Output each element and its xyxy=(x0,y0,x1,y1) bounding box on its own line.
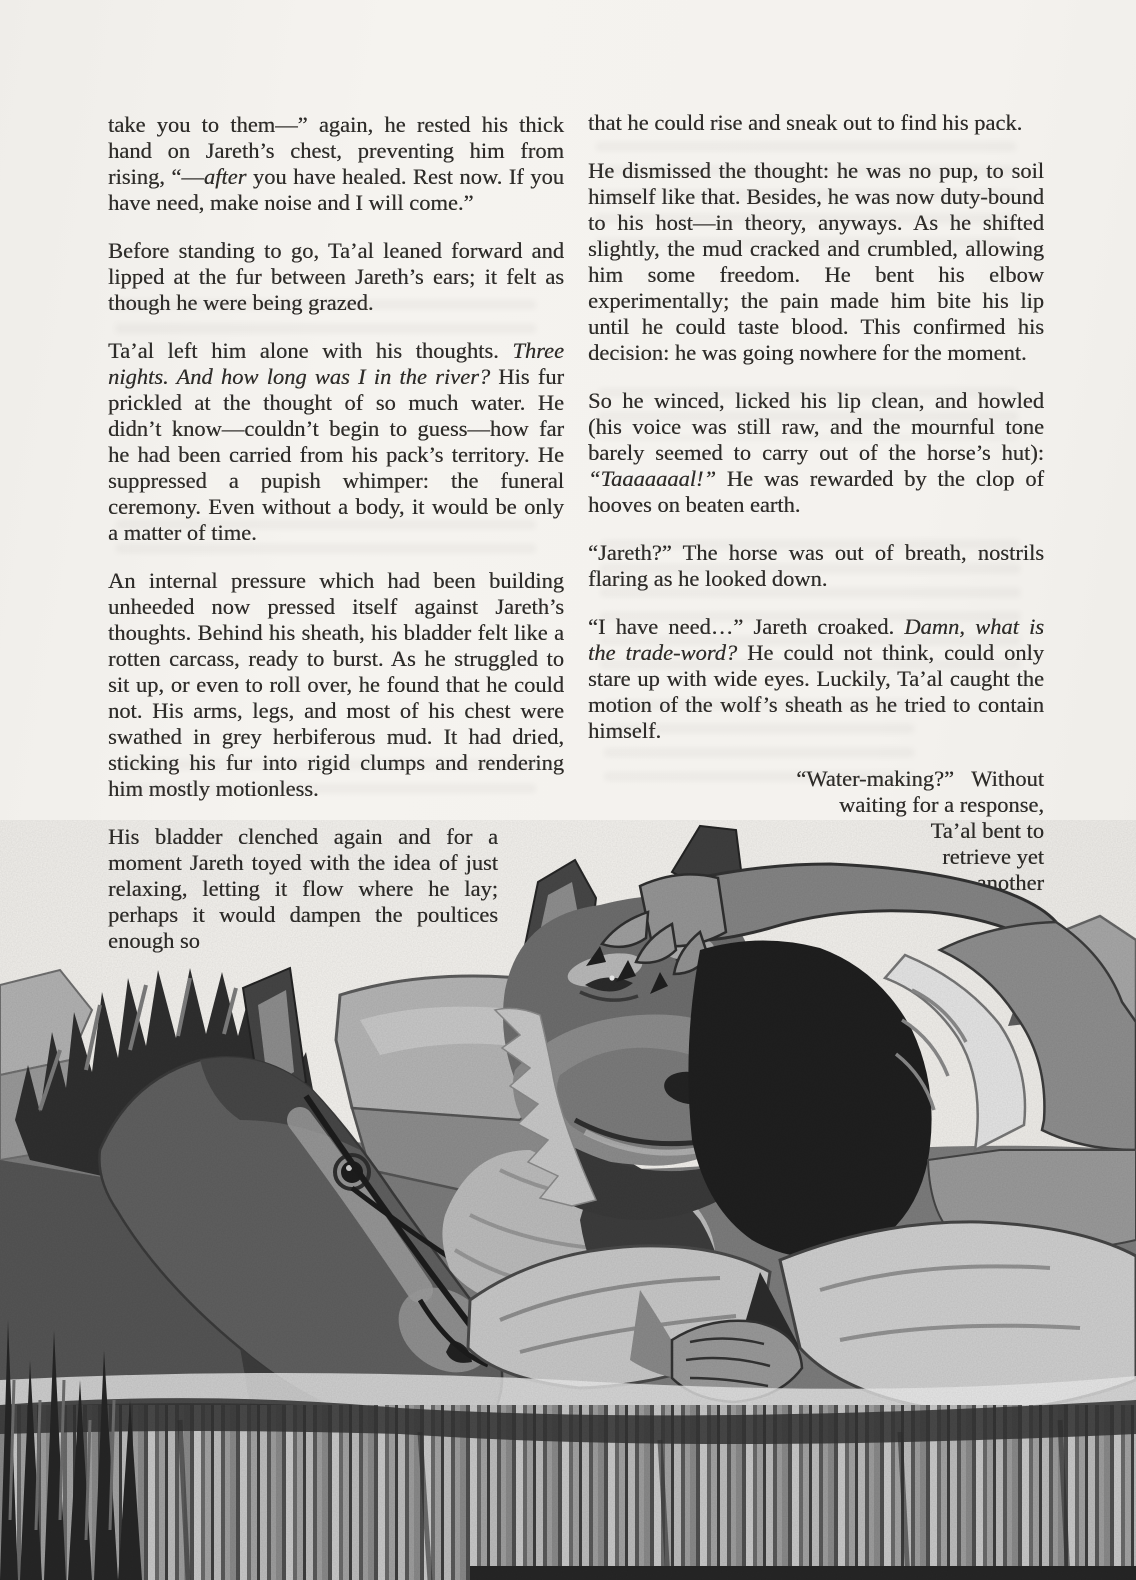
paragraph: Before standing to go, Ta’al leaned forward and lipped at the fur between Jareth’s ears; it felt as though he were being grazed. xyxy=(108,238,564,315)
paragraph: He dismissed the thought: he was no pup, to soil himself like that. Besides, he was now duty-bound to his host—in theory, anyways. As he shifted slightly, the mud cracked and crumbled, allowing him some freedom. He bent his elbow experimentally; the pain made him bite his lip until he could taste blood. This confirmed his decision: he was going nowhere for the moment. xyxy=(588,158,1044,365)
paragraph: take you to them—” again, he rested his thick hand on Jareth’s chest, preventing him from rising, “—after you have healed. Rest now. If you have need, make noise and I will come.” xyxy=(108,112,564,215)
paragraph: “I have need…” Jareth croaked. Damn, what is the trade-word? He could not think, could only stare up with wide eyes. Luckily, Ta’al caught the motion of the wolf’s sheath as he tried to contain himself. xyxy=(588,614,1044,743)
paint-grain-overlay xyxy=(0,820,1136,1580)
right-column xyxy=(588,110,1044,896)
wrap-line: “Water-making?” Without xyxy=(796,766,1044,791)
paragraph: that he could rise and sneak out to find his pack. xyxy=(588,110,1023,135)
wrap-line: waiting for a response, xyxy=(839,792,1044,817)
illustration-plate xyxy=(0,820,1136,1580)
paragraph: Ta’al left him alone with his thoughts. Three nights. And how long was I in the river? His fur prickled at the thought of so much water. He didn’t know—couldn’t begin to guess—how far he had been carried from his pack’s territory. He suppressed a pupish whimper: the funeral ceremony. Even without a body, it would be only a matter of time. xyxy=(108,338,564,545)
paragraph: “Jareth?” The horse was out of breath, nostrils flaring as he looked down. xyxy=(588,540,1044,591)
paragraph: So he winced, licked his lip clean, and howled (his voice was still raw, and the mournful tone barely seemed to carry out of the horse’s hut): “Taaaaaaal!” He was rewarded by the clop of hooves on beaten earth. xyxy=(588,388,1044,517)
paragraph: An internal pressure which had been building unheeded now pressed itself against Jareth’s thoughts. Behind his sheath, his bladder felt like a rotten carcass, ready to burst. As he struggled to sit up, or even to roll over, he found that he could not. His arms, legs, and most of his chest were swathed in grey herbiferous mud. It had dried, sticking his fur into rigid clumps and rendering him mostly motionless. xyxy=(108,568,564,801)
